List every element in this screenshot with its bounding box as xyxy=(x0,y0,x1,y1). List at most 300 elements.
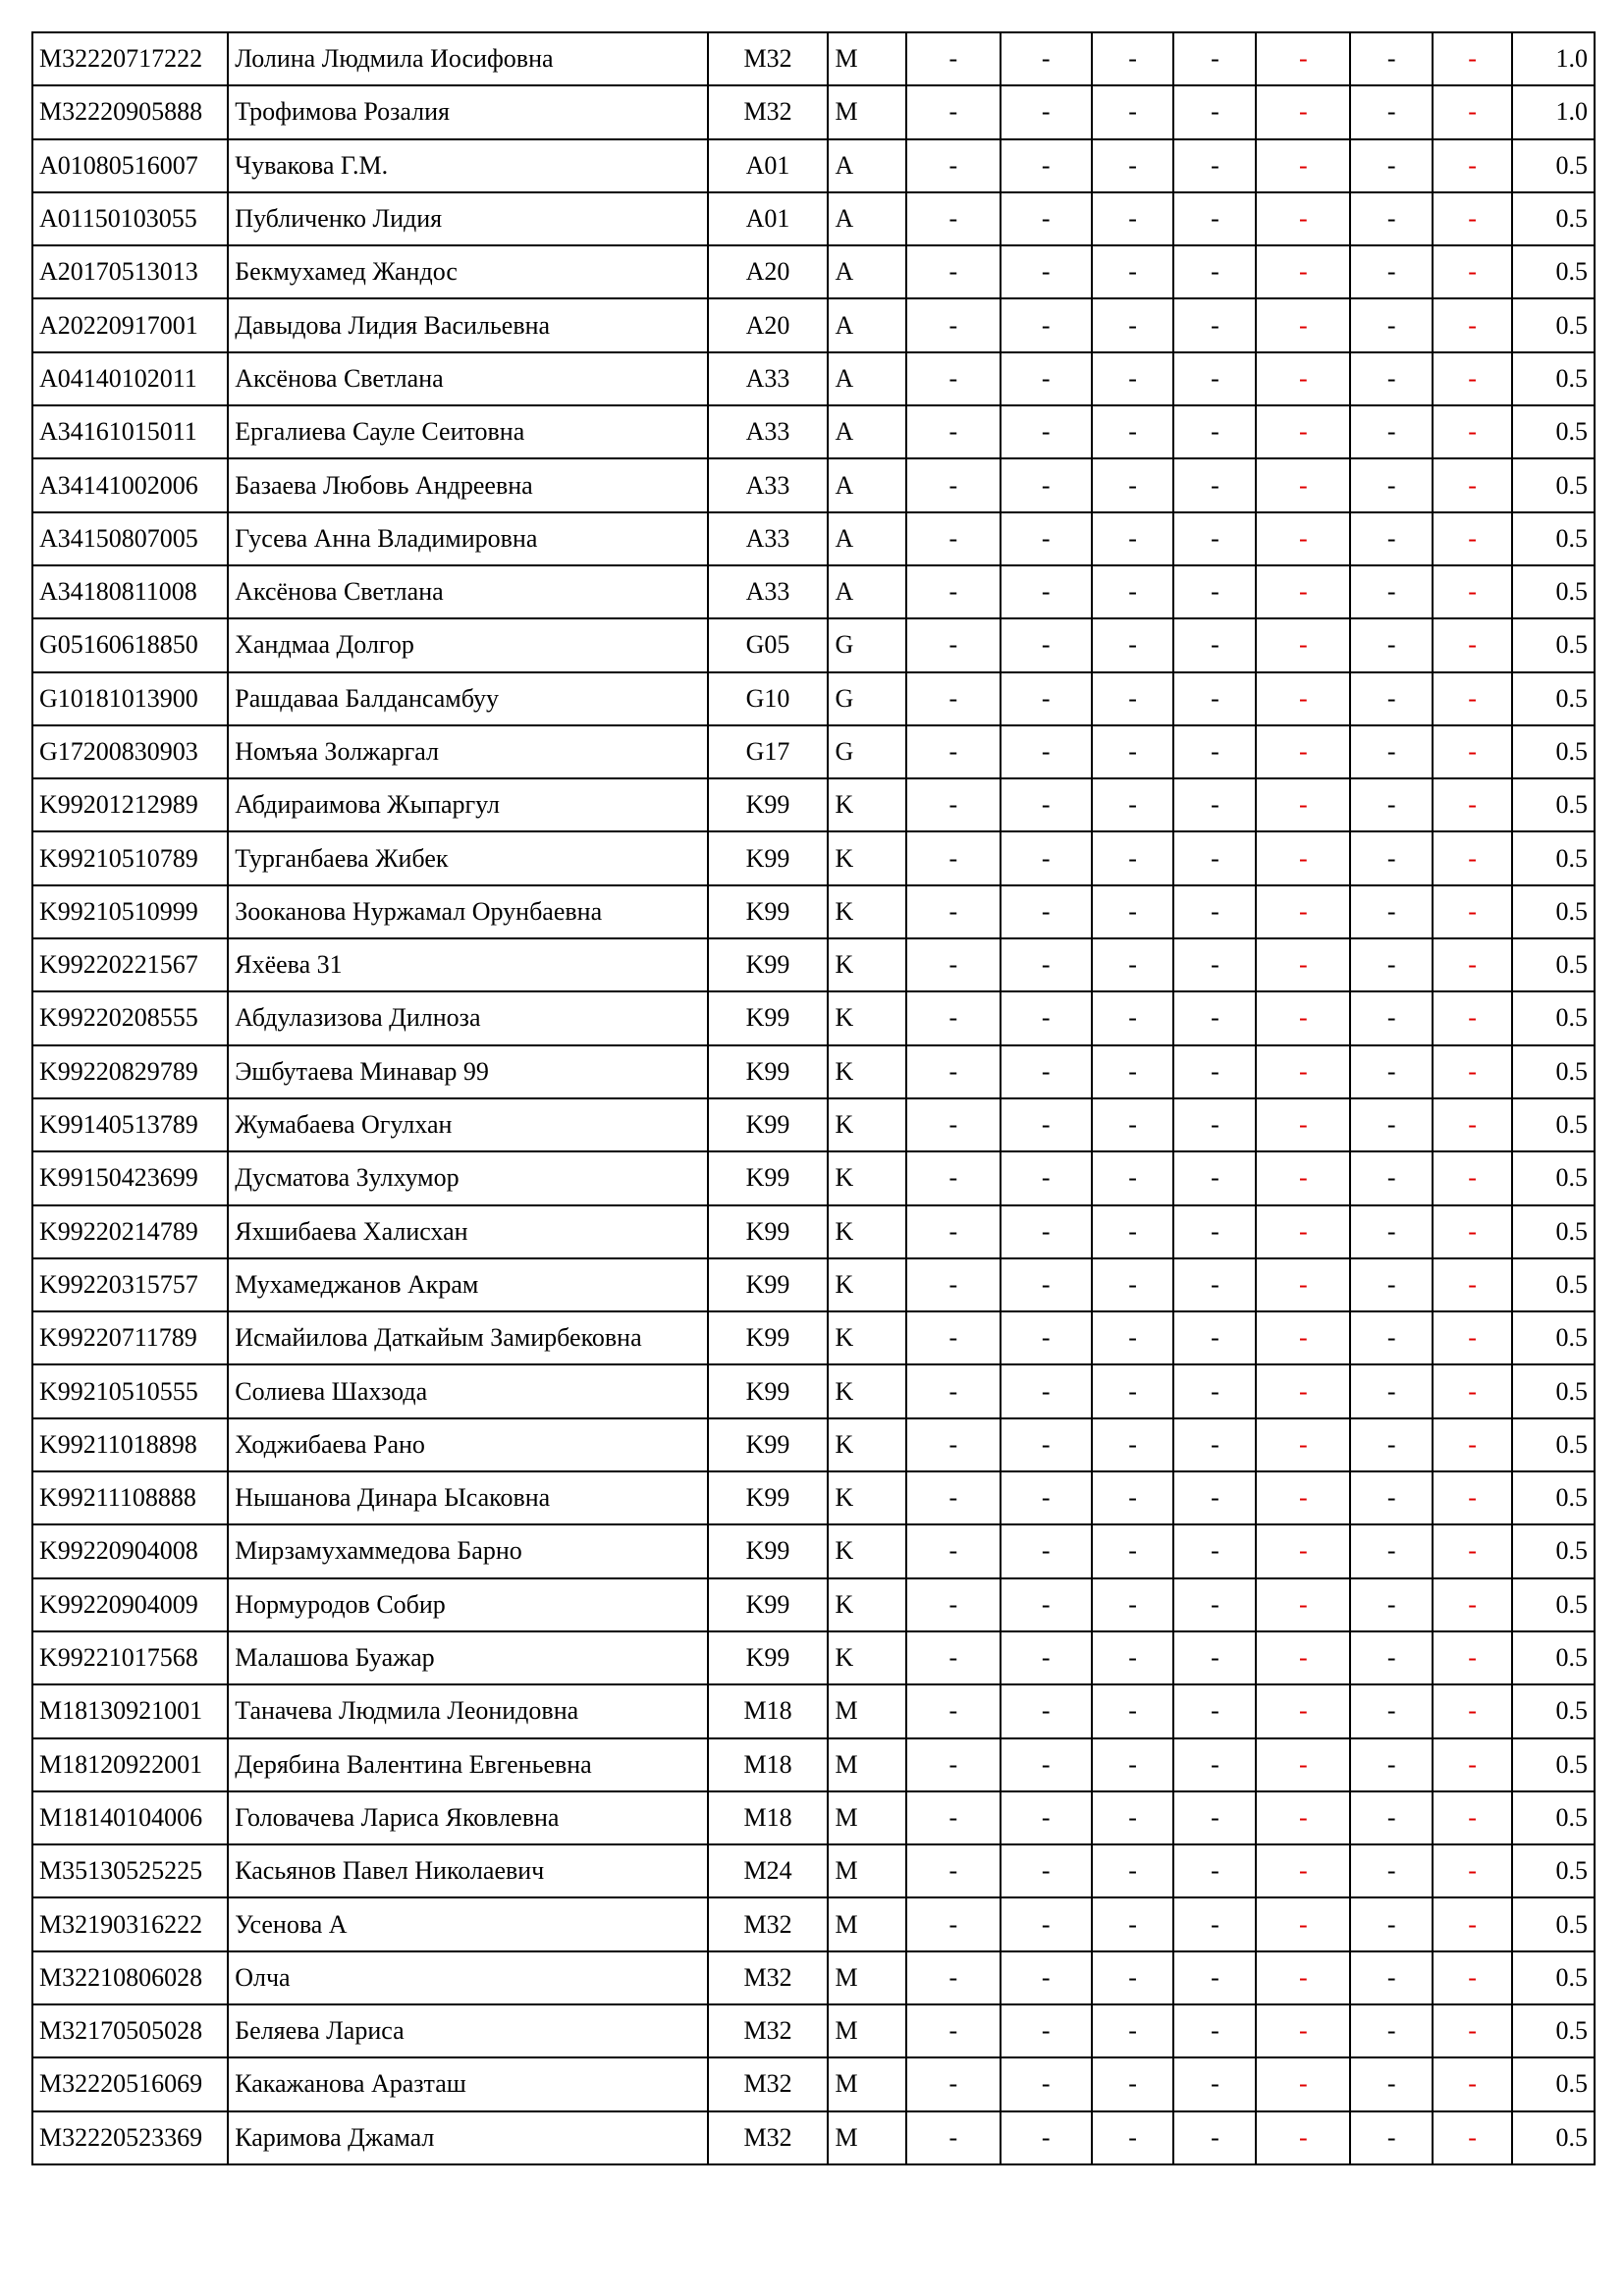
row-score-cell: 0.5 xyxy=(1512,778,1595,831)
row-code-cell: M18 xyxy=(708,1738,829,1791)
row-score-cell: 0.5 xyxy=(1512,1631,1595,1684)
row-dash-cell: - xyxy=(1350,618,1433,671)
row-code-cell: K99 xyxy=(708,1524,829,1577)
row-name-cell: Олча xyxy=(228,1951,707,2004)
row-id-cell: M35130525225 xyxy=(32,1844,228,1897)
row-id-cell: A01080516007 xyxy=(32,139,228,192)
row-code-cell: K99 xyxy=(708,938,829,991)
row-dash-cell: - xyxy=(1001,1844,1092,1897)
row-dash-cell: - xyxy=(1092,1471,1174,1524)
row-dash-cell: - xyxy=(1092,1258,1174,1311)
row-red-dash-cell: - xyxy=(1256,778,1350,831)
row-score-cell: 0.5 xyxy=(1512,1151,1595,1204)
row-dash-cell: - xyxy=(906,1418,1001,1471)
row-red-dash-cell: - xyxy=(1256,512,1350,565)
row-red-dash-cell: - xyxy=(1433,1364,1512,1417)
row-dash-cell: - xyxy=(906,139,1001,192)
row-red-dash-cell: - xyxy=(1256,1738,1350,1791)
row-group-cell: K xyxy=(828,1524,905,1577)
row-dash-cell: - xyxy=(906,725,1001,778)
row-dash-cell: - xyxy=(906,32,1001,85)
row-dash-cell: - xyxy=(1350,1258,1433,1311)
row-id-cell: G10181013900 xyxy=(32,672,228,725)
row-group-cell: M xyxy=(828,2004,905,2057)
row-name-cell: Базаева Любовь Андреевна xyxy=(228,458,707,511)
row-id-cell: K99210510999 xyxy=(32,885,228,938)
row-red-dash-cell: - xyxy=(1256,352,1350,405)
row-red-dash-cell: - xyxy=(1256,672,1350,725)
row-dash-cell: - xyxy=(1173,725,1256,778)
row-group-cell: A xyxy=(828,565,905,618)
row-dash-cell: - xyxy=(1350,885,1433,938)
table-body xyxy=(32,32,1595,2164)
row-dash-cell: - xyxy=(1092,725,1174,778)
row-group-cell: M xyxy=(828,2057,905,2110)
table-row xyxy=(32,1578,1595,1631)
row-dash-cell: - xyxy=(1092,938,1174,991)
row-dash-cell: - xyxy=(906,1524,1001,1577)
row-dash-cell: - xyxy=(1173,1524,1256,1577)
table-row xyxy=(32,778,1595,831)
row-red-dash-cell: - xyxy=(1256,1418,1350,1471)
row-dash-cell: - xyxy=(1350,298,1433,351)
table-row xyxy=(32,2004,1595,2057)
row-code-cell: G10 xyxy=(708,672,829,725)
row-red-dash-cell: - xyxy=(1256,725,1350,778)
row-code-cell: M18 xyxy=(708,1791,829,1844)
row-name-cell: Хандмаа Долгор xyxy=(228,618,707,671)
row-code-cell: K99 xyxy=(708,778,829,831)
row-name-cell: Солиева Шахзода xyxy=(228,1364,707,1417)
row-dash-cell: - xyxy=(1001,352,1092,405)
row-code-cell: M32 xyxy=(708,85,829,138)
row-red-dash-cell: - xyxy=(1433,1951,1512,2004)
row-group-cell: K xyxy=(828,1418,905,1471)
table-row xyxy=(32,1631,1595,1684)
row-group-cell: K xyxy=(828,938,905,991)
table-row xyxy=(32,1311,1595,1364)
row-code-cell: M32 xyxy=(708,1951,829,2004)
table-row xyxy=(32,618,1595,671)
table-row xyxy=(32,298,1595,351)
row-name-cell: Ергалиева Сауле Сеитовна xyxy=(228,405,707,458)
row-dash-cell: - xyxy=(906,778,1001,831)
row-id-cell: K99220315757 xyxy=(32,1258,228,1311)
row-dash-cell: - xyxy=(1001,245,1092,298)
row-id-cell: A34141002006 xyxy=(32,458,228,511)
row-red-dash-cell: - xyxy=(1256,298,1350,351)
row-red-dash-cell: - xyxy=(1433,1471,1512,1524)
row-group-cell: A xyxy=(828,458,905,511)
table-row xyxy=(32,1258,1595,1311)
table-row xyxy=(32,192,1595,245)
row-dash-cell: - xyxy=(1350,32,1433,85)
row-red-dash-cell: - xyxy=(1433,352,1512,405)
table-row xyxy=(32,1897,1595,1950)
row-dash-cell: - xyxy=(1092,1844,1174,1897)
row-red-dash-cell: - xyxy=(1256,85,1350,138)
row-group-cell: M xyxy=(828,1844,905,1897)
row-red-dash-cell: - xyxy=(1433,2004,1512,2057)
row-red-dash-cell: - xyxy=(1256,1258,1350,1311)
row-dash-cell: - xyxy=(906,1364,1001,1417)
row-code-cell: K99 xyxy=(708,831,829,884)
row-group-cell: K xyxy=(828,885,905,938)
row-name-cell: Аксёнова Светлана xyxy=(228,352,707,405)
row-code-cell: A01 xyxy=(708,139,829,192)
row-group-cell: K xyxy=(828,1151,905,1204)
row-red-dash-cell: - xyxy=(1433,1844,1512,1897)
row-red-dash-cell: - xyxy=(1256,1844,1350,1897)
row-dash-cell: - xyxy=(1350,139,1433,192)
row-score-cell: 0.5 xyxy=(1512,1951,1595,2004)
row-red-dash-cell: - xyxy=(1256,2057,1350,2110)
row-id-cell: A20170513013 xyxy=(32,245,228,298)
row-id-cell: A34161015011 xyxy=(32,405,228,458)
row-id-cell: M32220523369 xyxy=(32,2111,228,2164)
row-red-dash-cell: - xyxy=(1433,618,1512,671)
row-group-cell: K xyxy=(828,1045,905,1098)
row-group-cell: A xyxy=(828,352,905,405)
row-dash-cell: - xyxy=(1173,85,1256,138)
row-code-cell: K99 xyxy=(708,1578,829,1631)
row-red-dash-cell: - xyxy=(1256,32,1350,85)
row-dash-cell: - xyxy=(1173,512,1256,565)
row-red-dash-cell: - xyxy=(1433,565,1512,618)
row-name-cell: Жумабаева Огулхан xyxy=(228,1098,707,1151)
row-red-dash-cell: - xyxy=(1256,458,1350,511)
row-red-dash-cell: - xyxy=(1433,1205,1512,1258)
row-dash-cell: - xyxy=(1350,2057,1433,2110)
row-red-dash-cell: - xyxy=(1433,139,1512,192)
row-dash-cell: - xyxy=(1350,1897,1433,1950)
row-red-dash-cell: - xyxy=(1433,245,1512,298)
row-dash-cell: - xyxy=(1350,1791,1433,1844)
row-dash-cell: - xyxy=(1092,2111,1174,2164)
row-red-dash-cell: - xyxy=(1256,192,1350,245)
row-dash-cell: - xyxy=(1173,298,1256,351)
row-dash-cell: - xyxy=(1001,1205,1092,1258)
row-name-cell: Яхшибаева Халисхан xyxy=(228,1205,707,1258)
row-dash-cell: - xyxy=(1001,938,1092,991)
row-code-cell: M24 xyxy=(708,1844,829,1897)
row-id-cell: K99220904008 xyxy=(32,1524,228,1577)
row-dash-cell: - xyxy=(906,2111,1001,2164)
row-dash-cell: - xyxy=(1092,618,1174,671)
row-red-dash-cell: - xyxy=(1433,1258,1512,1311)
row-dash-cell: - xyxy=(1350,458,1433,511)
row-red-dash-cell: - xyxy=(1433,192,1512,245)
row-dash-cell: - xyxy=(906,2004,1001,2057)
row-dash-cell: - xyxy=(1173,1418,1256,1471)
row-code-cell: K99 xyxy=(708,885,829,938)
row-dash-cell: - xyxy=(1092,885,1174,938)
row-dash-cell: - xyxy=(1173,192,1256,245)
row-red-dash-cell: - xyxy=(1433,85,1512,138)
row-score-cell: 0.5 xyxy=(1512,139,1595,192)
row-dash-cell: - xyxy=(1350,2111,1433,2164)
row-group-cell: M xyxy=(828,85,905,138)
row-dash-cell: - xyxy=(906,1471,1001,1524)
table-row xyxy=(32,85,1595,138)
row-name-cell: Мирзамухаммедова Барно xyxy=(228,1524,707,1577)
row-dash-cell: - xyxy=(1001,885,1092,938)
row-dash-cell: - xyxy=(1350,938,1433,991)
row-red-dash-cell: - xyxy=(1256,245,1350,298)
row-dash-cell: - xyxy=(1001,32,1092,85)
table-row xyxy=(32,1524,1595,1577)
row-red-dash-cell: - xyxy=(1433,298,1512,351)
row-dash-cell: - xyxy=(1350,1418,1433,1471)
row-group-cell: A xyxy=(828,139,905,192)
row-code-cell: K99 xyxy=(708,1364,829,1417)
table-row xyxy=(32,2111,1595,2164)
row-dash-cell: - xyxy=(1001,778,1092,831)
row-dash-cell: - xyxy=(1350,831,1433,884)
table-row xyxy=(32,32,1595,85)
row-red-dash-cell: - xyxy=(1433,1738,1512,1791)
row-red-dash-cell: - xyxy=(1433,405,1512,458)
row-dash-cell: - xyxy=(1173,245,1256,298)
row-name-cell: Абдираимова Жыпаргул xyxy=(228,778,707,831)
row-code-cell: A33 xyxy=(708,458,829,511)
row-group-cell: K xyxy=(828,1311,905,1364)
row-dash-cell: - xyxy=(1173,672,1256,725)
row-group-cell: K xyxy=(828,1471,905,1524)
row-red-dash-cell: - xyxy=(1256,1684,1350,1737)
row-dash-cell: - xyxy=(906,672,1001,725)
row-score-cell: 0.5 xyxy=(1512,885,1595,938)
row-dash-cell: - xyxy=(1350,1524,1433,1577)
row-dash-cell: - xyxy=(906,405,1001,458)
row-group-cell: M xyxy=(828,2111,905,2164)
row-name-cell: Яхёева 31 xyxy=(228,938,707,991)
row-score-cell: 0.5 xyxy=(1512,938,1595,991)
row-dash-cell: - xyxy=(1350,1631,1433,1684)
row-dash-cell: - xyxy=(906,1897,1001,1950)
row-red-dash-cell: - xyxy=(1433,1684,1512,1737)
row-dash-cell: - xyxy=(1173,1897,1256,1950)
row-name-cell: Нышанова Динара Ысаковна xyxy=(228,1471,707,1524)
row-score-cell: 0.5 xyxy=(1512,991,1595,1044)
row-dash-cell: - xyxy=(1092,2004,1174,2057)
table-row xyxy=(32,1364,1595,1417)
row-dash-cell: - xyxy=(1092,1311,1174,1364)
row-score-cell: 0.5 xyxy=(1512,2004,1595,2057)
row-dash-cell: - xyxy=(1350,565,1433,618)
table-row xyxy=(32,245,1595,298)
row-dash-cell: - xyxy=(1001,1738,1092,1791)
table-row xyxy=(32,2057,1595,2110)
row-red-dash-cell: - xyxy=(1433,1098,1512,1151)
row-group-cell: A xyxy=(828,192,905,245)
row-dash-cell: - xyxy=(1173,1364,1256,1417)
row-id-cell: A04140102011 xyxy=(32,352,228,405)
row-dash-cell: - xyxy=(906,1205,1001,1258)
row-code-cell: A33 xyxy=(708,405,829,458)
row-score-cell: 0.5 xyxy=(1512,1791,1595,1844)
row-dash-cell: - xyxy=(1092,298,1174,351)
row-dash-cell: - xyxy=(1001,991,1092,1044)
row-dash-cell: - xyxy=(906,1684,1001,1737)
row-name-cell: Эшбутаева Минавар 99 xyxy=(228,1045,707,1098)
row-group-cell: A xyxy=(828,405,905,458)
row-dash-cell: - xyxy=(1001,618,1092,671)
row-id-cell: K99220208555 xyxy=(32,991,228,1044)
row-id-cell: K99201212989 xyxy=(32,778,228,831)
row-group-cell: M xyxy=(828,1684,905,1737)
row-score-cell: 0.5 xyxy=(1512,1471,1595,1524)
row-code-cell: M32 xyxy=(708,2111,829,2164)
row-red-dash-cell: - xyxy=(1256,139,1350,192)
row-dash-cell: - xyxy=(1092,1631,1174,1684)
row-dash-cell: - xyxy=(1092,1151,1174,1204)
row-dash-cell: - xyxy=(1001,458,1092,511)
row-dash-cell: - xyxy=(906,831,1001,884)
row-dash-cell: - xyxy=(1001,2111,1092,2164)
row-group-cell: A xyxy=(828,298,905,351)
row-id-cell: K99140513789 xyxy=(32,1098,228,1151)
row-red-dash-cell: - xyxy=(1433,991,1512,1044)
table-row xyxy=(32,1045,1595,1098)
row-code-cell: M18 xyxy=(708,1684,829,1737)
row-id-cell: K99220214789 xyxy=(32,1205,228,1258)
row-dash-cell: - xyxy=(1173,885,1256,938)
row-dash-cell: - xyxy=(1092,1098,1174,1151)
row-code-cell: K99 xyxy=(708,1151,829,1204)
row-dash-cell: - xyxy=(1173,1311,1256,1364)
row-name-cell: Какажанова Аразташ xyxy=(228,2057,707,2110)
row-red-dash-cell: - xyxy=(1256,831,1350,884)
row-id-cell: M18120922001 xyxy=(32,1738,228,1791)
row-dash-cell: - xyxy=(1173,831,1256,884)
row-score-cell: 0.5 xyxy=(1512,725,1595,778)
row-score-cell: 0.5 xyxy=(1512,1897,1595,1950)
row-score-cell: 0.5 xyxy=(1512,1205,1595,1258)
row-id-cell: M18130921001 xyxy=(32,1684,228,1737)
row-dash-cell: - xyxy=(1350,1578,1433,1631)
row-code-cell: K99 xyxy=(708,1205,829,1258)
row-dash-cell: - xyxy=(1350,1844,1433,1897)
row-dash-cell: - xyxy=(906,618,1001,671)
row-code-cell: M32 xyxy=(708,2004,829,2057)
row-dash-cell: - xyxy=(906,1791,1001,1844)
row-red-dash-cell: - xyxy=(1256,991,1350,1044)
row-score-cell: 0.5 xyxy=(1512,1844,1595,1897)
row-dash-cell: - xyxy=(1092,1578,1174,1631)
row-red-dash-cell: - xyxy=(1256,885,1350,938)
row-red-dash-cell: - xyxy=(1433,458,1512,511)
row-name-cell: Мухамеджанов Акрам xyxy=(228,1258,707,1311)
row-name-cell: Лолина Людмила Иосифовна xyxy=(228,32,707,85)
row-code-cell: A01 xyxy=(708,192,829,245)
row-dash-cell: - xyxy=(1173,1258,1256,1311)
row-dash-cell: - xyxy=(1001,192,1092,245)
row-red-dash-cell: - xyxy=(1433,1578,1512,1631)
row-dash-cell: - xyxy=(1173,405,1256,458)
row-code-cell: K99 xyxy=(708,1418,829,1471)
row-id-cell: K99220711789 xyxy=(32,1311,228,1364)
row-code-cell: G17 xyxy=(708,725,829,778)
row-id-cell: A01150103055 xyxy=(32,192,228,245)
table-row xyxy=(32,1098,1595,1151)
table-row xyxy=(32,405,1595,458)
row-dash-cell: - xyxy=(906,991,1001,1044)
row-id-cell: K99220221567 xyxy=(32,938,228,991)
row-red-dash-cell: - xyxy=(1256,1897,1350,1950)
row-dash-cell: - xyxy=(1001,298,1092,351)
table-row xyxy=(32,139,1595,192)
row-red-dash-cell: - xyxy=(1256,1205,1350,1258)
row-score-cell: 0.5 xyxy=(1512,405,1595,458)
row-red-dash-cell: - xyxy=(1433,831,1512,884)
row-dash-cell: - xyxy=(1350,85,1433,138)
row-dash-cell: - xyxy=(906,2057,1001,2110)
row-id-cell: M32210806028 xyxy=(32,1951,228,2004)
results-table xyxy=(31,31,1596,2165)
row-dash-cell: - xyxy=(1001,1951,1092,2004)
row-dash-cell: - xyxy=(1001,831,1092,884)
table-row xyxy=(32,512,1595,565)
row-red-dash-cell: - xyxy=(1256,618,1350,671)
row-code-cell: A20 xyxy=(708,245,829,298)
row-red-dash-cell: - xyxy=(1256,938,1350,991)
row-dash-cell: - xyxy=(1092,139,1174,192)
row-dash-cell: - xyxy=(1001,2004,1092,2057)
row-code-cell: A20 xyxy=(708,298,829,351)
row-name-cell: Номъяа Золжаргал xyxy=(228,725,707,778)
row-dash-cell: - xyxy=(1173,139,1256,192)
row-group-cell: K xyxy=(828,1098,905,1151)
row-name-cell: Аксёнова Светлана xyxy=(228,565,707,618)
row-name-cell: Трофимова Розалия xyxy=(228,85,707,138)
row-name-cell: Рашдаваа Балдансамбуу xyxy=(228,672,707,725)
row-name-cell: Дерябина Валентина Евгеньевна xyxy=(228,1738,707,1791)
row-id-cell: M32170505028 xyxy=(32,2004,228,2057)
row-dash-cell: - xyxy=(1092,1364,1174,1417)
row-dash-cell: - xyxy=(1173,618,1256,671)
row-score-cell: 0.5 xyxy=(1512,458,1595,511)
row-name-cell: Давыдова Лидия Васильевна xyxy=(228,298,707,351)
row-dash-cell: - xyxy=(1001,1631,1092,1684)
row-score-cell: 0.5 xyxy=(1512,1098,1595,1151)
row-dash-cell: - xyxy=(1173,1684,1256,1737)
row-dash-cell: - xyxy=(1350,2004,1433,2057)
row-name-cell: Головачева Лариса Яковлевна xyxy=(228,1791,707,1844)
row-id-cell: G05160618850 xyxy=(32,618,228,671)
row-dash-cell: - xyxy=(1350,1684,1433,1737)
table-row xyxy=(32,1684,1595,1737)
row-dash-cell: - xyxy=(1350,991,1433,1044)
row-red-dash-cell: - xyxy=(1256,565,1350,618)
row-dash-cell: - xyxy=(1173,1045,1256,1098)
row-dash-cell: - xyxy=(1001,139,1092,192)
row-dash-cell: - xyxy=(1001,1311,1092,1364)
row-name-cell: Беляева Лариса xyxy=(228,2004,707,2057)
row-score-cell: 0.5 xyxy=(1512,2057,1595,2110)
row-dash-cell: - xyxy=(1092,991,1174,1044)
row-dash-cell: - xyxy=(1350,1205,1433,1258)
row-dash-cell: - xyxy=(1092,85,1174,138)
row-dash-cell: - xyxy=(1350,1951,1433,2004)
row-group-cell: A xyxy=(828,512,905,565)
row-red-dash-cell: - xyxy=(1433,672,1512,725)
row-id-cell: K99220829789 xyxy=(32,1045,228,1098)
row-group-cell: G xyxy=(828,725,905,778)
row-code-cell: K99 xyxy=(708,991,829,1044)
row-name-cell: Исмайилова Даткайым Замирбековна xyxy=(228,1311,707,1364)
table-row xyxy=(32,725,1595,778)
